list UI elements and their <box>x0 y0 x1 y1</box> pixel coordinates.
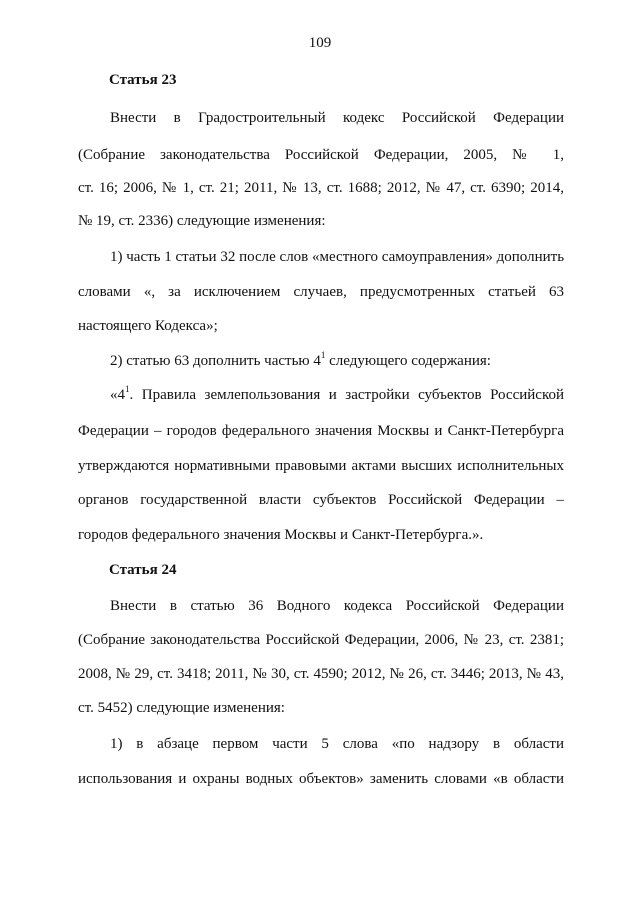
article-23-quote-line-2: Федерации – городов федерального значения Москвы и Санкт-Петербурга <box>78 423 564 439</box>
article-23-quote-line-4: органов государственной власти субъектов Российской Федерации – <box>78 492 564 508</box>
article-23-quote-line-5: городов федерального значения Москвы и Санкт-Петербурга.». <box>78 527 484 543</box>
article-23-item-2 <box>110 351 491 371</box>
article-24-intro-line-3: 2008, № 29, ст. 3418; 2011, № 30, ст. 4590; 2012, № 26, ст. 3446; 2013, № 43, <box>78 666 564 682</box>
article-24-intro-line-4: ст. 5452) следующие изменения: <box>78 700 285 716</box>
article-23-item-1-line-3: настоящего Кодекса»; <box>78 318 218 334</box>
article-23-quote-line-1 <box>110 385 564 405</box>
quote-superscript: 1 <box>125 384 130 394</box>
article-23-item-2-text-end: следующего содержания: <box>325 353 491 369</box>
article-24-heading: Статья 24 <box>109 562 177 578</box>
article-23-item-1-line-2: словами «, за исключением случаев, предусмотренных статьей 63 <box>78 284 564 300</box>
article-23-intro-line-2: (Собрание законодательства Российской Федерации, 2005, № 1, <box>78 147 564 163</box>
article-23-intro-line-4: № 19, ст. 2336) следующие изменения: <box>78 213 326 229</box>
article-24-intro-line-1: Внести в статью 36 Водного кодекса Российской Федерации <box>110 598 564 614</box>
article-23-intro-line-3: ст. 16; 2006, № 1, ст. 21; 2011, № 13, ст. 1688; 2012, № 47, ст. 6390; 2014, <box>78 180 564 196</box>
article-23-item-1-line-1: 1) часть 1 статьи 32 после слов «местного самоуправления» дополнить <box>110 249 565 265</box>
quote-line-1-text: . Правила землепользования и застройки субъектов Российской <box>129 387 564 403</box>
article-23-intro-line-1: Внести в Градостроительный кодекс Российской Федерации <box>110 110 564 126</box>
article-23-item-2-superscript: 1 <box>320 350 326 360</box>
quote-open: «4 <box>110 387 125 403</box>
article-24-item-1-line-1: 1) в абзаце первом части 5 слова «по надзору в области <box>110 736 564 752</box>
article-23-quote-line-3: утверждаются нормативными правовыми актами высших исполнительных <box>78 458 564 474</box>
article-24-item-1-line-2: использования и охраны водных объектов» заменить словами «в области <box>78 771 564 787</box>
article-24-intro-line-2: (Собрание законодательства Российской Федерации, 2006, № 23, ст. 2381; <box>78 632 564 648</box>
article-23-heading: Статья 23 <box>109 72 177 88</box>
page-number: 109 <box>308 35 332 51</box>
article-23-item-2-text: 2) статью 63 дополнить частью 4 <box>110 353 321 369</box>
